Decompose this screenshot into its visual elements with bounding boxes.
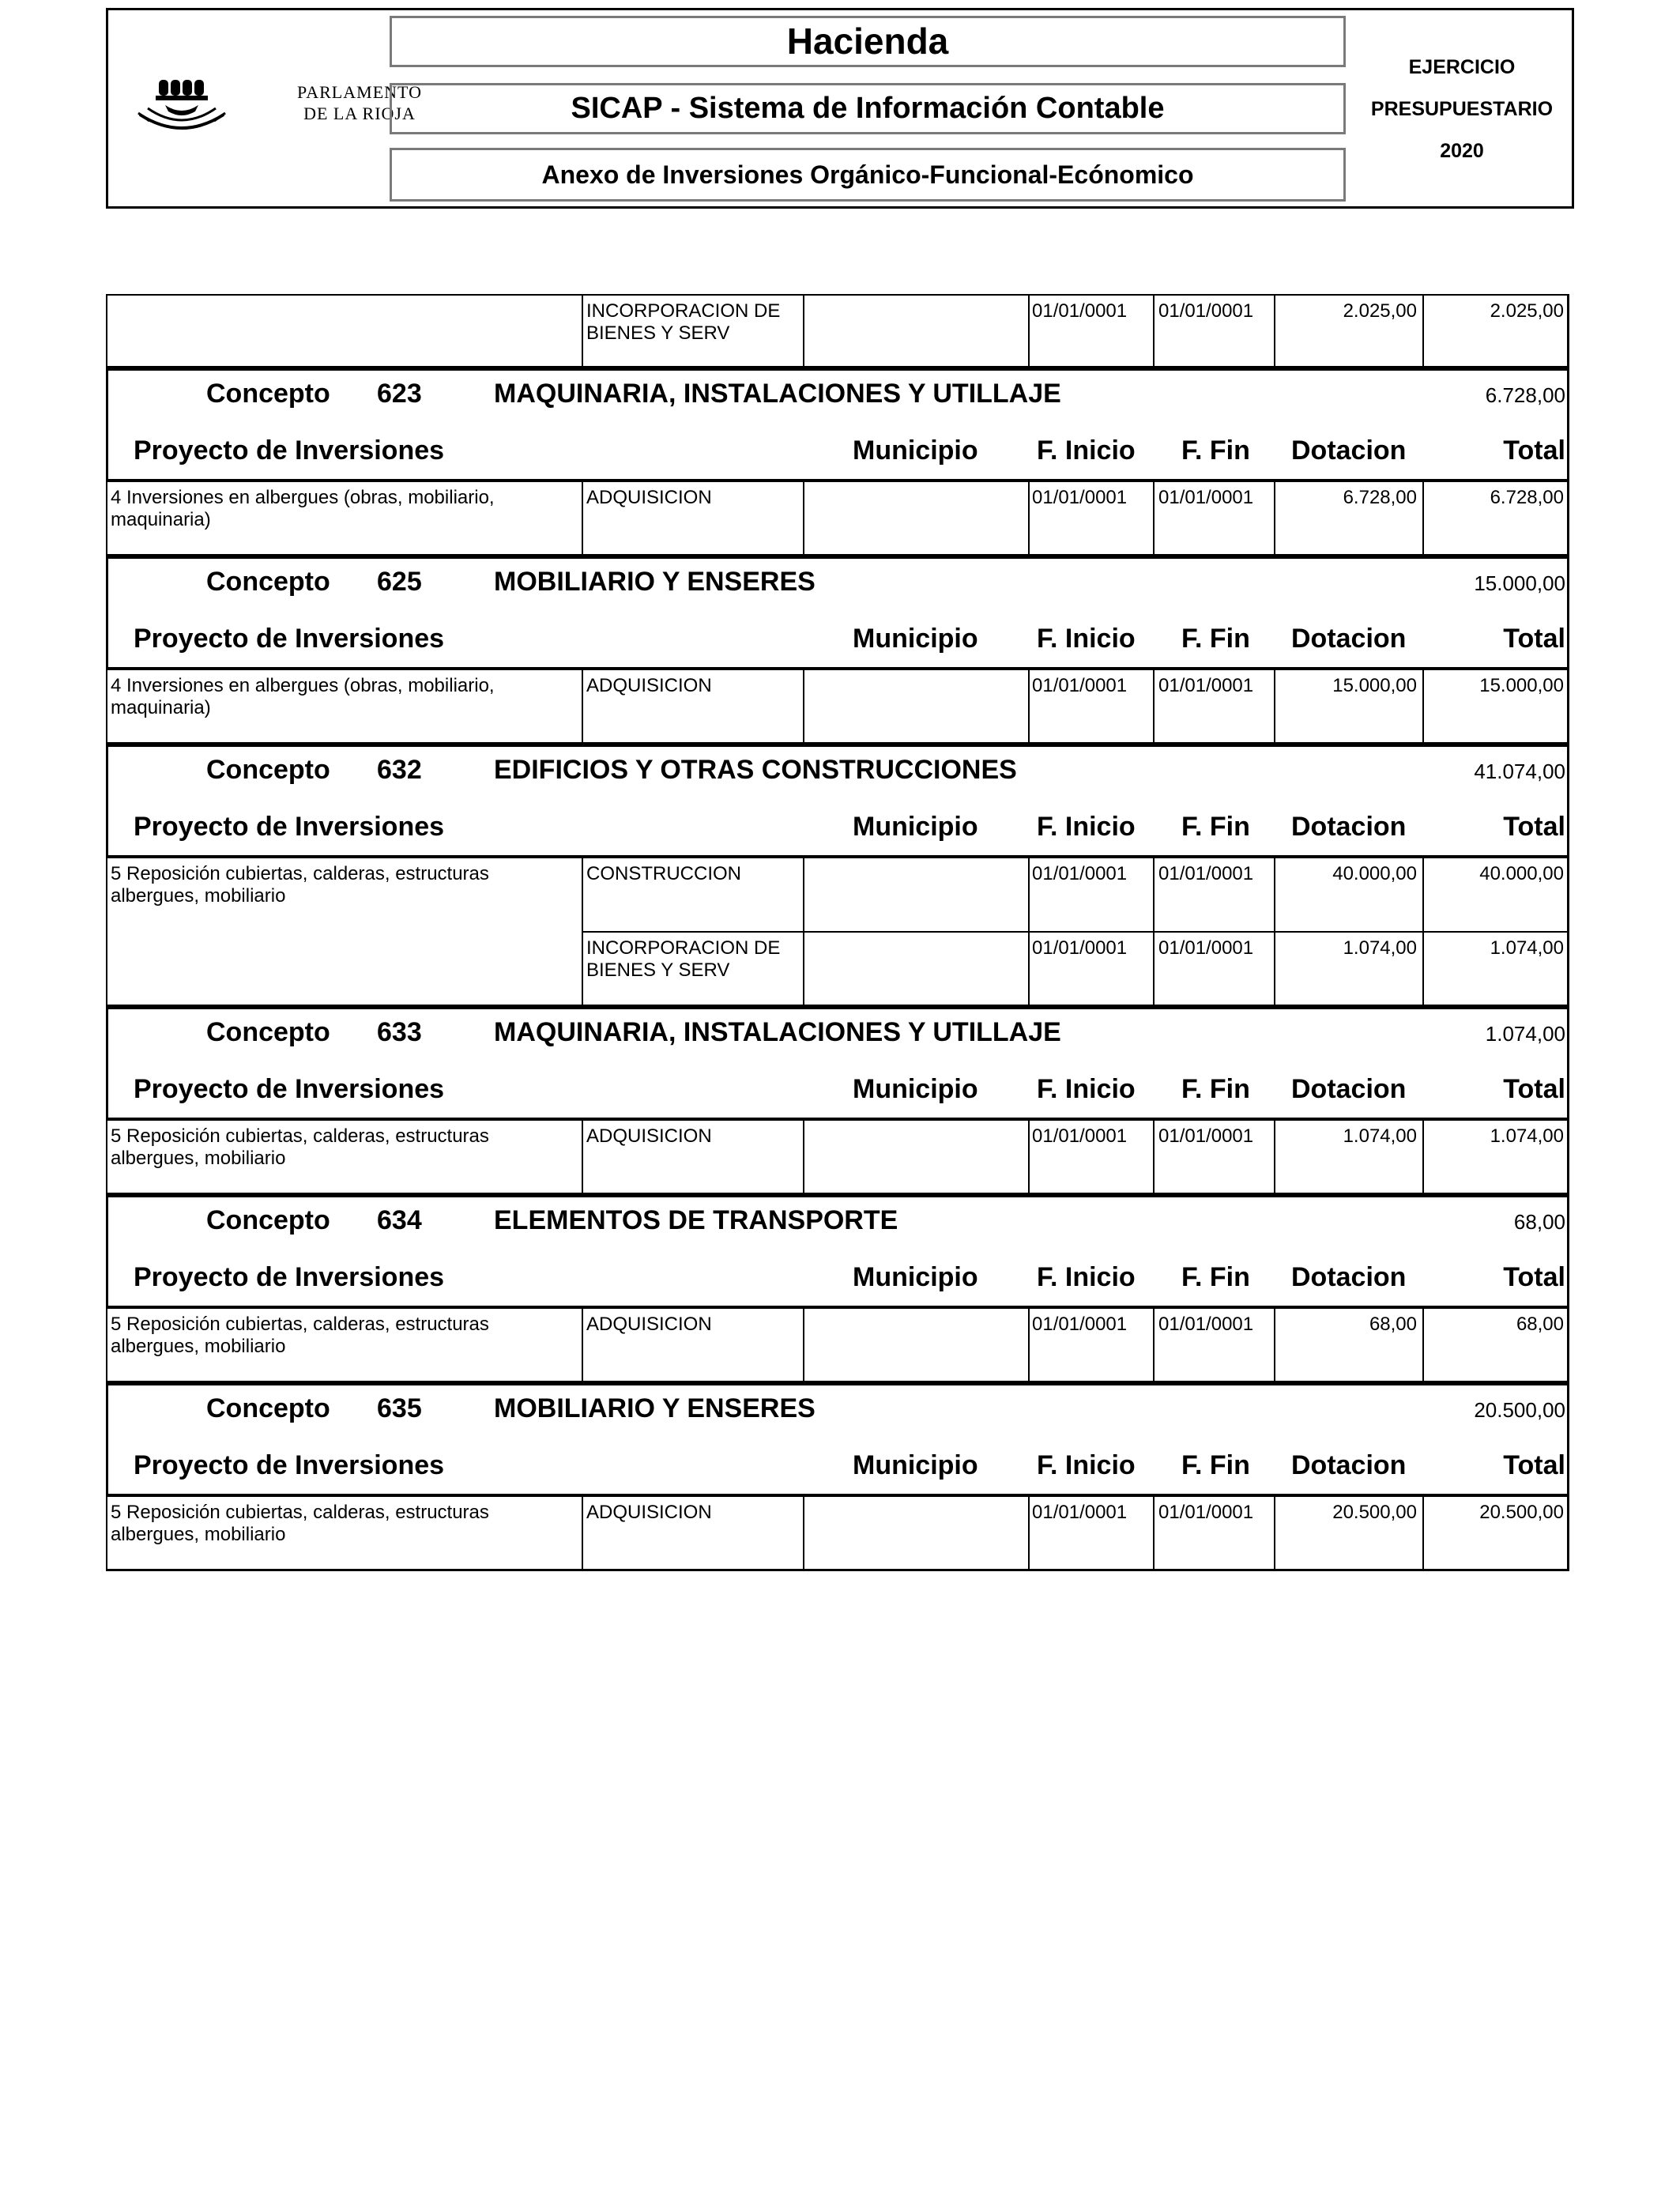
dotacion-cell: 68,00 [1369, 1314, 1417, 1335]
col-header-end-date: F. Fin [1181, 1074, 1250, 1104]
project-cell: 5 Reposición cubiertas, calderas, estructuras albergues, mobiliario [111, 1125, 489, 1169]
concept-label: Concepto [206, 1393, 330, 1423]
start-date-cell: 01/01/0001 [1032, 487, 1128, 508]
report-subtitle: Anexo de Inversiones Orgánico-Funcional-Ecónomico [390, 148, 1346, 202]
concept-header [106, 556, 1569, 670]
concept-header [106, 368, 1569, 482]
table-row [106, 933, 1569, 1007]
parliament-name-line2: DE LA RIOJA [303, 104, 416, 123]
dotacion-cell: 15.000,00 [1332, 675, 1417, 696]
concept-name: MOBILIARIO Y ENSERES [494, 567, 816, 597]
concept-code: 633 [377, 1017, 422, 1047]
start-date-cell: 01/01/0001 [1032, 1502, 1128, 1523]
type-cell: INCORPORACION DE BIENES Y SERV [586, 937, 781, 981]
total-cell: 68,00 [1516, 1314, 1564, 1335]
total-cell: 6.728,00 [1490, 487, 1564, 508]
concept-amount: 15.000,00 [1474, 571, 1565, 595]
end-date-cell: 01/01/0001 [1158, 937, 1254, 959]
project-cell: 5 Reposición cubiertas, calderas, estructuras albergues, mobiliario [111, 863, 489, 907]
report-title: Hacienda [390, 16, 1346, 67]
col-header-project: Proyecto de Inversiones [134, 1262, 445, 1292]
concept-header [106, 1383, 1569, 1497]
parliament-emblem-icon [124, 66, 227, 145]
concept-amount: 68,00 [1513, 1210, 1565, 1234]
col-header-municipio: Municipio [853, 435, 978, 466]
col-header-end-date: F. Fin [1181, 1450, 1250, 1480]
concept-name: MAQUINARIA, INSTALACIONES Y UTILLAJE [494, 379, 1061, 409]
total-cell: 1.074,00 [1490, 937, 1564, 959]
end-date-cell: 01/01/0001 [1158, 300, 1254, 322]
fiscal-year-label-2: PRESUPUESTARIO [1370, 98, 1554, 120]
type-cell: ADQUISICION [586, 1314, 712, 1335]
project-cell: 5 Reposición cubiertas, calderas, estructuras albergues, mobiliario [111, 1314, 489, 1357]
concept-label: Concepto [206, 379, 330, 409]
concept-amount: 1.074,00 [1485, 1022, 1565, 1046]
type-cell: ADQUISICION [586, 1502, 712, 1523]
concept-label: Concepto [206, 1017, 330, 1047]
col-header-dotacion: Dotacion [1291, 1450, 1407, 1480]
end-date-cell: 01/01/0001 [1158, 1502, 1254, 1523]
col-header-total: Total [1503, 624, 1565, 654]
col-header-project: Proyecto de Inversiones [134, 624, 445, 654]
concept-code: 623 [377, 379, 422, 409]
col-header-project: Proyecto de Inversiones [134, 1450, 445, 1480]
table-row [106, 1121, 1569, 1195]
concept-label: Concepto [206, 567, 330, 597]
dotacion-cell: 40.000,00 [1332, 863, 1417, 884]
start-date-cell: 01/01/0001 [1032, 1125, 1128, 1147]
dotacion-cell: 1.074,00 [1343, 937, 1417, 959]
concept-code: 635 [377, 1393, 422, 1423]
end-date-cell: 01/01/0001 [1158, 675, 1254, 696]
fiscal-year-block [1357, 47, 1567, 172]
dotacion-cell: 1.074,00 [1343, 1125, 1417, 1147]
concept-header [106, 745, 1569, 858]
end-date-cell: 01/01/0001 [1158, 863, 1254, 884]
start-date-cell: 01/01/0001 [1032, 300, 1128, 322]
col-header-project: Proyecto de Inversiones [134, 435, 445, 466]
concept-amount: 20.500,00 [1474, 1398, 1565, 1422]
col-header-project: Proyecto de Inversiones [134, 812, 445, 842]
concept-code: 632 [377, 755, 422, 785]
fiscal-year-label-1: EJERCICIO [1408, 56, 1516, 78]
col-header-start-date: F. Inicio [1037, 624, 1136, 654]
type-cell: ADQUISICION [586, 487, 712, 508]
concept-label: Concepto [206, 755, 330, 785]
project-cell: 5 Reposición cubiertas, calderas, estructuras albergues, mobiliario [111, 1502, 489, 1545]
col-header-total: Total [1503, 1074, 1565, 1104]
total-cell: 20.500,00 [1479, 1502, 1564, 1523]
col-header-start-date: F. Inicio [1037, 1450, 1136, 1480]
col-header-end-date: F. Fin [1181, 1262, 1250, 1292]
col-header-total: Total [1503, 435, 1565, 466]
concept-name: MOBILIARIO Y ENSERES [494, 1393, 816, 1423]
start-date-cell: 01/01/0001 [1032, 863, 1128, 884]
end-date-cell: 01/01/0001 [1158, 1314, 1254, 1335]
col-header-start-date: F. Inicio [1037, 812, 1136, 842]
concept-label: Concepto [206, 1205, 330, 1235]
fiscal-year-value: 2020 [1440, 140, 1484, 162]
concept-amount: 6.728,00 [1485, 383, 1565, 407]
table-row [106, 1309, 1569, 1383]
investment-table [106, 294, 1569, 1571]
total-cell: 2.025,00 [1490, 300, 1564, 322]
dotacion-cell: 20.500,00 [1332, 1502, 1417, 1523]
col-header-total: Total [1503, 1262, 1565, 1292]
system-name: SICAP - Sistema de Información Contable [390, 83, 1346, 134]
col-header-municipio: Municipio [853, 812, 978, 842]
col-header-end-date: F. Fin [1181, 624, 1250, 654]
concept-code: 634 [377, 1205, 422, 1235]
col-header-dotacion: Dotacion [1291, 1074, 1407, 1104]
concept-amount: 41.074,00 [1474, 760, 1565, 783]
col-header-start-date: F. Inicio [1037, 1262, 1136, 1292]
table-row [106, 482, 1569, 556]
col-header-dotacion: Dotacion [1291, 624, 1407, 654]
col-header-municipio: Municipio [853, 1450, 978, 1480]
concept-header [106, 1195, 1569, 1309]
report-header [106, 8, 1574, 209]
concept-code: 625 [377, 567, 422, 597]
concept-name: EDIFICIOS Y OTRAS CONSTRUCCIONES [494, 755, 1017, 785]
parliament-name-line1: PARLAMENTO [297, 82, 422, 102]
col-header-total: Total [1503, 1450, 1565, 1480]
table-row [106, 858, 1569, 933]
col-header-start-date: F. Inicio [1037, 1074, 1136, 1104]
type-cell: CONSTRUCCION [586, 863, 741, 884]
col-header-end-date: F. Fin [1181, 435, 1250, 466]
end-date-cell: 01/01/0001 [1158, 1125, 1254, 1147]
project-cell: 4 Inversiones en albergues (obras, mobiliario, maquinaria) [111, 675, 495, 718]
type-cell: INCORPORACION DE BIENES Y SERV [586, 300, 781, 344]
start-date-cell: 01/01/0001 [1032, 1314, 1128, 1335]
col-header-municipio: Municipio [853, 624, 978, 654]
col-header-end-date: F. Fin [1181, 812, 1250, 842]
start-date-cell: 01/01/0001 [1032, 675, 1128, 696]
dotacion-cell: 2.025,00 [1343, 300, 1417, 322]
table-row [106, 294, 1569, 368]
col-header-municipio: Municipio [853, 1074, 978, 1104]
col-header-project: Proyecto de Inversiones [134, 1074, 445, 1104]
total-cell: 1.074,00 [1490, 1125, 1564, 1147]
col-header-total: Total [1503, 812, 1565, 842]
concept-name: MAQUINARIA, INSTALACIONES Y UTILLAJE [494, 1017, 1061, 1047]
col-header-dotacion: Dotacion [1291, 812, 1407, 842]
dotacion-cell: 6.728,00 [1343, 487, 1417, 508]
total-cell: 15.000,00 [1479, 675, 1564, 696]
concept-header [106, 1007, 1569, 1121]
start-date-cell: 01/01/0001 [1032, 937, 1128, 959]
type-cell: ADQUISICION [586, 675, 712, 696]
col-header-dotacion: Dotacion [1291, 435, 1407, 466]
total-cell: 40.000,00 [1479, 863, 1564, 884]
type-cell: ADQUISICION [586, 1125, 712, 1147]
table-row [106, 1497, 1569, 1571]
concept-name: ELEMENTOS DE TRANSPORTE [494, 1205, 898, 1235]
col-header-municipio: Municipio [853, 1262, 978, 1292]
col-header-start-date: F. Inicio [1037, 435, 1136, 466]
end-date-cell: 01/01/0001 [1158, 487, 1254, 508]
col-header-dotacion: Dotacion [1291, 1262, 1407, 1292]
project-cell: 4 Inversiones en albergues (obras, mobiliario, maquinaria) [111, 487, 495, 530]
table-row [106, 670, 1569, 745]
